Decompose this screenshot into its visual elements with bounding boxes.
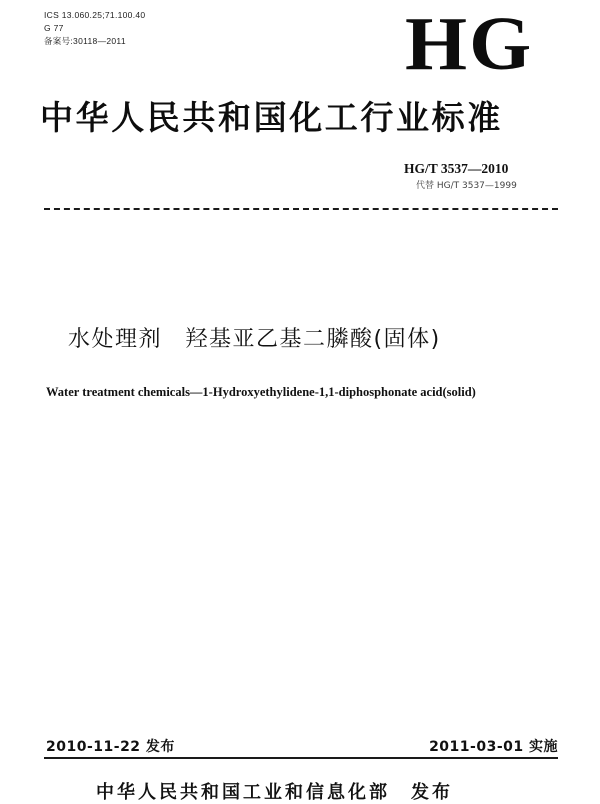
- classification-block: [44, 9, 145, 48]
- publisher-line: 中华人民共和国工业和信息化部 发布: [96, 782, 453, 803]
- top-divider: [44, 208, 558, 210]
- bottom-divider: [44, 757, 558, 759]
- replaces-standard: 代替 HG/T 3537—1999: [416, 181, 517, 191]
- document-title-english: Water treatment chemicals—1-Hydroxyethylidene-1,1-diphosphonate acid(solid): [46, 385, 476, 399]
- hg-logo: HG: [405, 2, 534, 86]
- org-title: 中华人民共和国化工行业标准: [40, 98, 503, 137]
- ccs-code: G 77: [44, 23, 64, 33]
- ics-code: ICS 13.060.25;71.100.40: [44, 10, 146, 20]
- document-title-chinese: 水处理剂 羟基亚乙基二膦酸(固体): [68, 327, 441, 352]
- implementation-date: 2011-03-01 实施: [429, 739, 558, 755]
- standard-number: HG/T 3537—2010: [404, 161, 509, 176]
- issue-date: 2010-11-22 发布: [46, 739, 175, 755]
- filing-number: 备案号:30118—2011: [44, 36, 126, 46]
